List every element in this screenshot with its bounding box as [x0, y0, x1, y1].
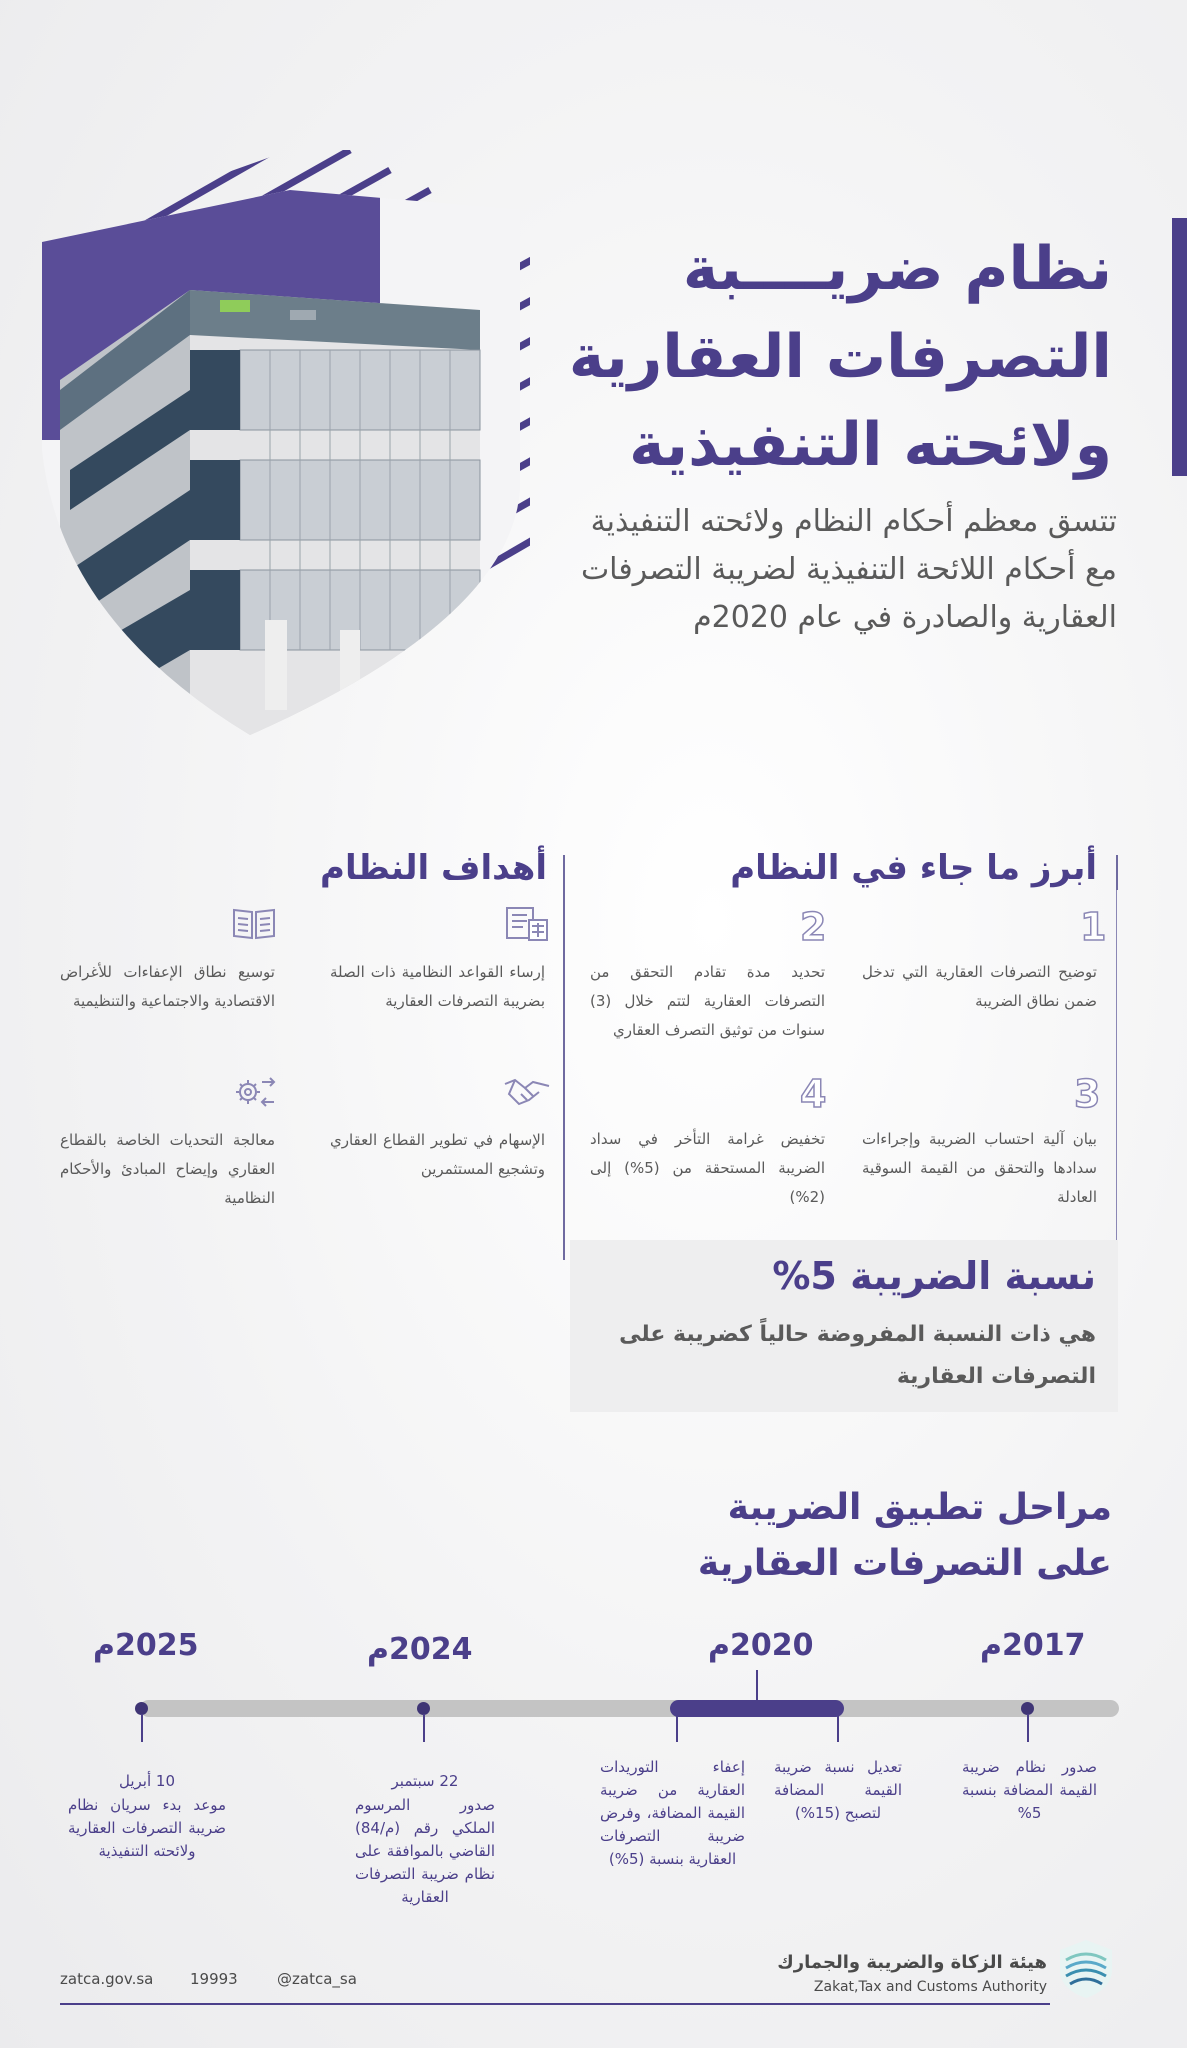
timeline-track [140, 1700, 1119, 1717]
center-divider [563, 855, 565, 1260]
tick-2020-start [676, 1714, 678, 1742]
open-book-icon [230, 906, 278, 942]
highlight-text-3: بيان آلية احتساب الضريبة وإجراءات سدادها والتحقق من القيمة السوقية العادلة [862, 1130, 1097, 1206]
event-2025-date: 10 أبريل [118, 1772, 175, 1790]
title-line-2: التصرفات العقارية [568, 322, 1112, 392]
year-2024: 2024م [367, 1632, 473, 1667]
zatca-logo-icon [1058, 1938, 1114, 2000]
event-2017: صدور نظام ضريبة القيمة المضافة بنسبة 5% [962, 1758, 1097, 1822]
event-2025: موعد بدء سريان نظام ضريبة التصرفات العقارية ولائحته التنفيذية [68, 1796, 226, 1860]
highlight-text-2: تحديد مدة تقادم التحقق من التصرفات العقارية لتتم خلال (3) سنوات من توثيق التصرف العقاري [590, 963, 825, 1039]
footer-website[interactable]: zatca.gov.sa [60, 1970, 154, 1988]
event-2020-vat: تعديل نسبة ضريبة القيمة المضافة لتصبح (15%) [774, 1758, 902, 1822]
event-2024: صدور المرسوم الملكي رقم (م/84) القاضي بالموافقة على نظام ضريبة التصرفات العقارية [355, 1796, 495, 1906]
stages-title [552, 1480, 1112, 1592]
accent-side-bar [1172, 218, 1187, 476]
footer-phone[interactable]: 19993 [190, 1970, 238, 1988]
hero-description: تتسق معظم أحكام النظام ولائحته التنفيذية مع أحكام اللائحة التنفيذية لضريبة التصرفات العقارية والصادرة في عام 2020م [580, 504, 1117, 635]
highlights-heading: أبرز ما جاء في النظام [730, 848, 1097, 888]
tick-2025 [141, 1714, 143, 1742]
timeline-active-segment [670, 1700, 844, 1717]
goal-text-1: إرساء القواعد النظامية ذات الصلة بضريبة التصرفات العقارية [330, 963, 545, 1010]
tick-2017 [1027, 1714, 1029, 1742]
stages-title-line-1: مراحل تطبيق الضريبة [727, 1487, 1112, 1528]
highlight-number-4: 4 [800, 1072, 827, 1116]
goals-heading: أهداف النظام [320, 848, 547, 888]
footer-social-handle[interactable]: @zatca_sa [277, 1970, 357, 1988]
hero-shield-image [40, 150, 530, 740]
year-2020: 2020م [708, 1628, 814, 1663]
gears-arrows-icon [230, 1074, 278, 1110]
event-2020-exemption: إعفاء التوريدات العقارية من ضريبة القيمة المضافة، وفرض ضريبة التصرفات العقارية بنسبة (5%) [600, 1758, 745, 1868]
stages-title-line-2: على التصرفات العقارية [697, 1543, 1112, 1584]
title-line-3: ولائحته التنفيذية [629, 410, 1112, 480]
highlights-heading-bar [1116, 855, 1118, 890]
goal-text-2: توسيع نطاق الإعفاءات للأغراض الاقتصادية والاجتماعية والتنظيمية [60, 963, 275, 1010]
goal-text-4: معالجة التحديات الخاصة بالقطاع العقاري وإيضاح المبادئ والأحكام النظامية [60, 1131, 275, 1207]
highlight-text-4: تخفيض غرامة التأخر في سداد الضريبة المستحقة من (5%) إلى (2%) [590, 1130, 825, 1206]
tick-2020-end [837, 1714, 839, 1742]
handshake-icon [503, 1074, 551, 1110]
highlight-text-1: توضيح التصرفات العقارية التي تدخل ضمن نطاق الضريبة [862, 963, 1097, 1010]
highlights-right-rule [1116, 890, 1117, 1258]
year-2025: 2025م [93, 1628, 199, 1663]
highlight-number-3: 3 [1074, 1072, 1101, 1116]
tax-rate-box [570, 1240, 1118, 1412]
org-name-arabic: هيئة الزكاة والضريبة والجمارك [777, 1952, 1047, 1973]
tax-rate-title: نسبة الضريبة 5% [772, 1254, 1096, 1298]
org-name-english: Zakat,Tax and Customs Authority [813, 1979, 1047, 1995]
goal-text-3: الإسهام في تطوير القطاع العقاري وتشجيع المستثمرين [330, 1131, 545, 1178]
event-2024-date: 22 سبتمبر [391, 1772, 459, 1790]
tax-rate-description: هي ذات النسبة المفروضة حالياً كضريبة على التصرفات العقارية [619, 1322, 1096, 1389]
highlight-number-2: 2 [800, 905, 827, 949]
page-title [552, 225, 1112, 489]
footer-divider [60, 2003, 1050, 2005]
year-2017: 2017م [980, 1628, 1086, 1663]
tick-2024 [423, 1714, 425, 1742]
calculator-document-icon [503, 906, 551, 942]
tick-2020 [756, 1670, 758, 1702]
highlight-number-1: 1 [1080, 905, 1107, 949]
title-line-1: نظام ضريــــبة [682, 234, 1112, 304]
